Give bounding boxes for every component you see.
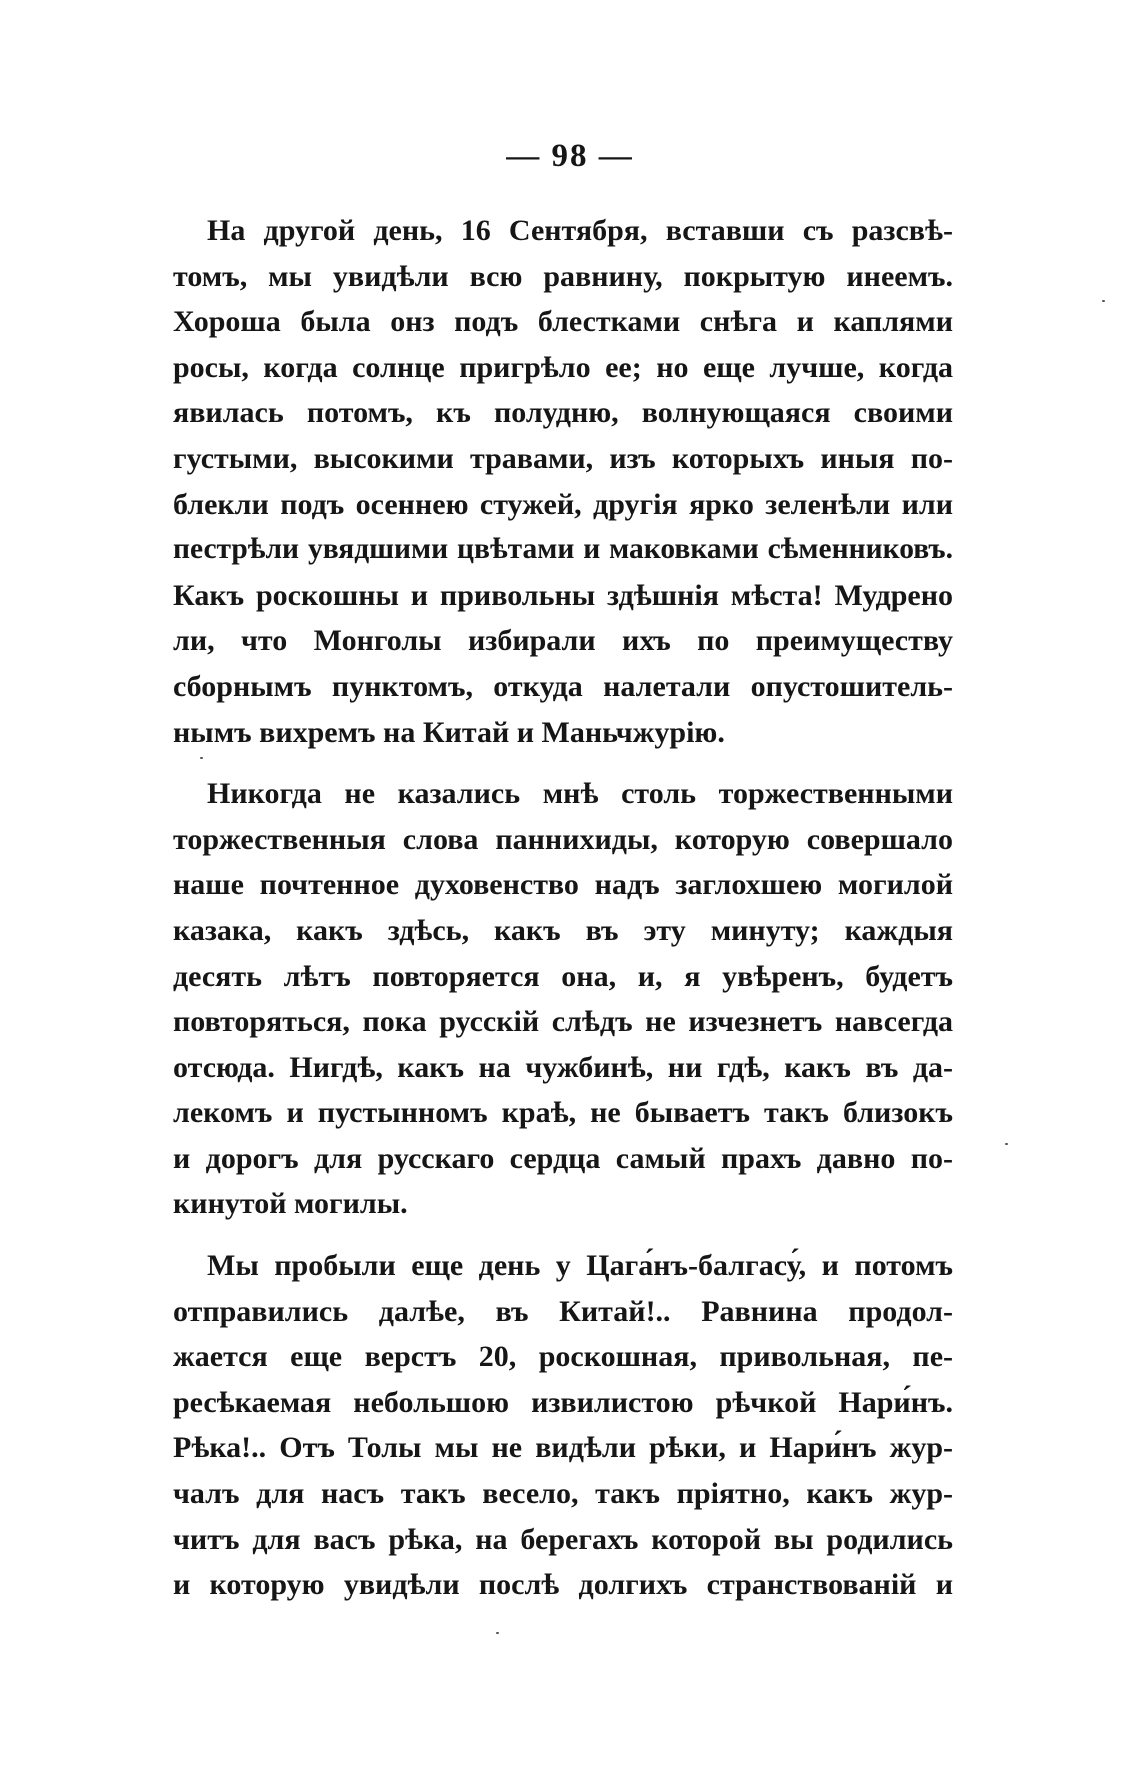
text-line: читъ для васъ рѣка, на берегахъ которой вы родились — [173, 1522, 953, 1556]
paragraph-spacer — [173, 1227, 953, 1243]
text-line: ресѣкаемая небольшою извилистою рѣчкой Нари́нъ. — [173, 1385, 953, 1419]
paragraph-spacer — [173, 755, 953, 771]
text-line: На другой день, 16 Сентября, вставши съ разсвѣ- — [207, 214, 953, 247]
paragraph — [173, 208, 953, 755]
text-line: торжественныя слова паннихиды, которую совершало — [173, 822, 953, 856]
text-line: кинутой могилы. — [173, 1187, 408, 1221]
text-line: Хороша была онз подъ блестками снѣга и каплями — [173, 305, 953, 339]
page-body — [173, 208, 953, 1608]
text-line: чалъ для насъ такъ весело, такъ пріятно, какъ жур- — [173, 1477, 953, 1511]
text-line: отправились далѣе, въ Китай!.. Равнина продол- — [173, 1294, 953, 1328]
text-line: Мы пробыли еще день у Цага́нъ-балгасу́, и потомъ — [207, 1249, 953, 1283]
text-line: и дорогъ для русскаго сердца самый прахъ давно по- — [173, 1141, 953, 1175]
scan-speck — [1005, 1143, 1008, 1145]
text-line: росы, когда солнце пригрѣло ее; но еще лучше, когда — [173, 350, 953, 384]
scan-speck — [200, 757, 203, 759]
text-line: явилась потомъ, къ полудню, волнующаяся своими — [173, 396, 953, 430]
text-line: десять лѣтъ повторяется она, и, я увѣренъ, будетъ — [173, 959, 953, 993]
text-line: повторяться, пока русскій слѣдъ не изчезнетъ навсегда — [173, 1005, 953, 1039]
text-line: ли, что Монголы избирали ихъ по преимуществу — [173, 624, 953, 658]
text-line: казака, какъ здѣсь, какъ въ эту минуту; каждыя — [173, 913, 953, 947]
paragraph — [173, 771, 953, 1227]
text-line: лекомъ и пустынномъ краѣ, не бываетъ такъ близокъ — [173, 1096, 953, 1130]
page-number: — 98 — — [506, 138, 634, 174]
paragraph — [173, 1243, 953, 1608]
text-line: томъ, мы увидѣли всю равнину, покрытую инеемъ. — [173, 259, 953, 293]
text-line: сборнымъ пунктомъ, откуда налетали опустошитель- — [173, 669, 953, 703]
text-line: Какъ роскошны и привольны здѣшнія мѣста! Мудрено — [173, 578, 953, 612]
text-line: отсюда. Нигдѣ, какъ на чужбинѣ, ни гдѣ, какъ въ да- — [173, 1050, 953, 1084]
text-line: пестрѣли увядшими цвѣтами и маковками сѣменниковъ. — [173, 533, 953, 566]
text-line: жается еще верстъ 20, роскошная, привольная, пе- — [173, 1340, 953, 1374]
scan-speck — [1102, 300, 1105, 302]
text-line: и которую увидѣли послѣ долгихъ странствованій и — [173, 1568, 953, 1602]
text-line: нымъ вихремъ на Китай и Маньчжурію. — [173, 715, 725, 749]
text-line: густыми, высокими травами, изъ которыхъ иныя по- — [173, 441, 953, 475]
text-line: Никогда не казались мнѣ столь торжественными — [207, 777, 953, 811]
text-line: блекли подъ осеннею стужей, другія ярко зеленѣли или — [173, 487, 953, 521]
text-line: наше почтенное духовенство надъ заглохшею могилой — [173, 868, 953, 902]
text-line: Рѣка!.. Отъ Толы мы не видѣли рѣки, и Нари́нъ жур- — [173, 1431, 953, 1465]
scan-speck — [496, 1632, 499, 1634]
